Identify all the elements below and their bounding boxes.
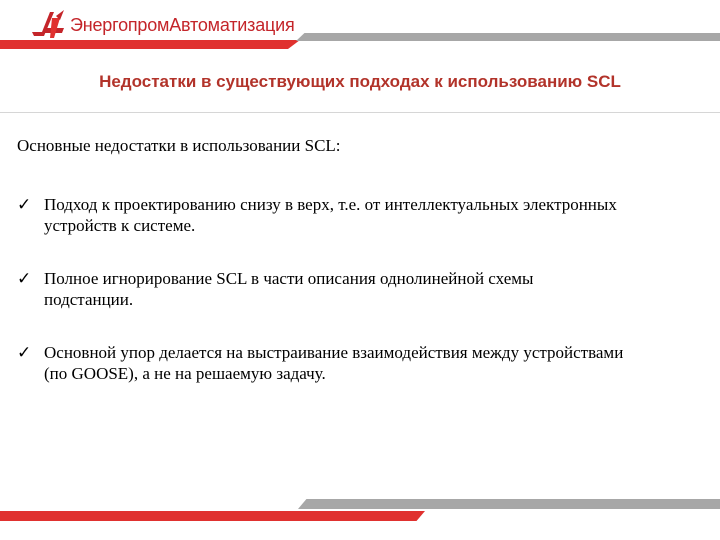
- bullet-list: [17, 194, 677, 416]
- checkmark-icon: ✓: [17, 343, 32, 362]
- company-name: ЭнергопромАвтоматизация: [70, 14, 295, 35]
- footer-red-bar: [0, 511, 425, 521]
- list-item: [17, 268, 677, 310]
- list-item: [17, 342, 677, 384]
- bullet-text: Основной упор делается на выстраивание взаимодействия между устройствами (по GOOSE), а не на решаемую задачу.: [44, 343, 624, 383]
- bullet-text: Полное игнорирование SCL в части описания однолинейной схемы подстанции.: [44, 269, 534, 309]
- footer-gray-bar: [298, 499, 720, 509]
- header-red-bar: [0, 40, 300, 49]
- company-logo: [30, 8, 295, 42]
- company-logo-icon: [30, 8, 66, 42]
- checkmark-icon: ✓: [17, 269, 32, 288]
- intro-text: Основные недостатки в использовании SCL:: [17, 136, 341, 155]
- title-divider: [0, 112, 720, 113]
- header-gray-bar: [296, 33, 720, 41]
- list-item: [17, 194, 677, 236]
- bullet-text: Подход к проектированию снизу в верх, т.е. от интеллектуальных электронных устройств к системе.: [44, 195, 617, 235]
- checkmark-icon: ✓: [17, 195, 32, 214]
- slide-title: Недостатки в существующих подходах к использованию SCL: [99, 72, 621, 91]
